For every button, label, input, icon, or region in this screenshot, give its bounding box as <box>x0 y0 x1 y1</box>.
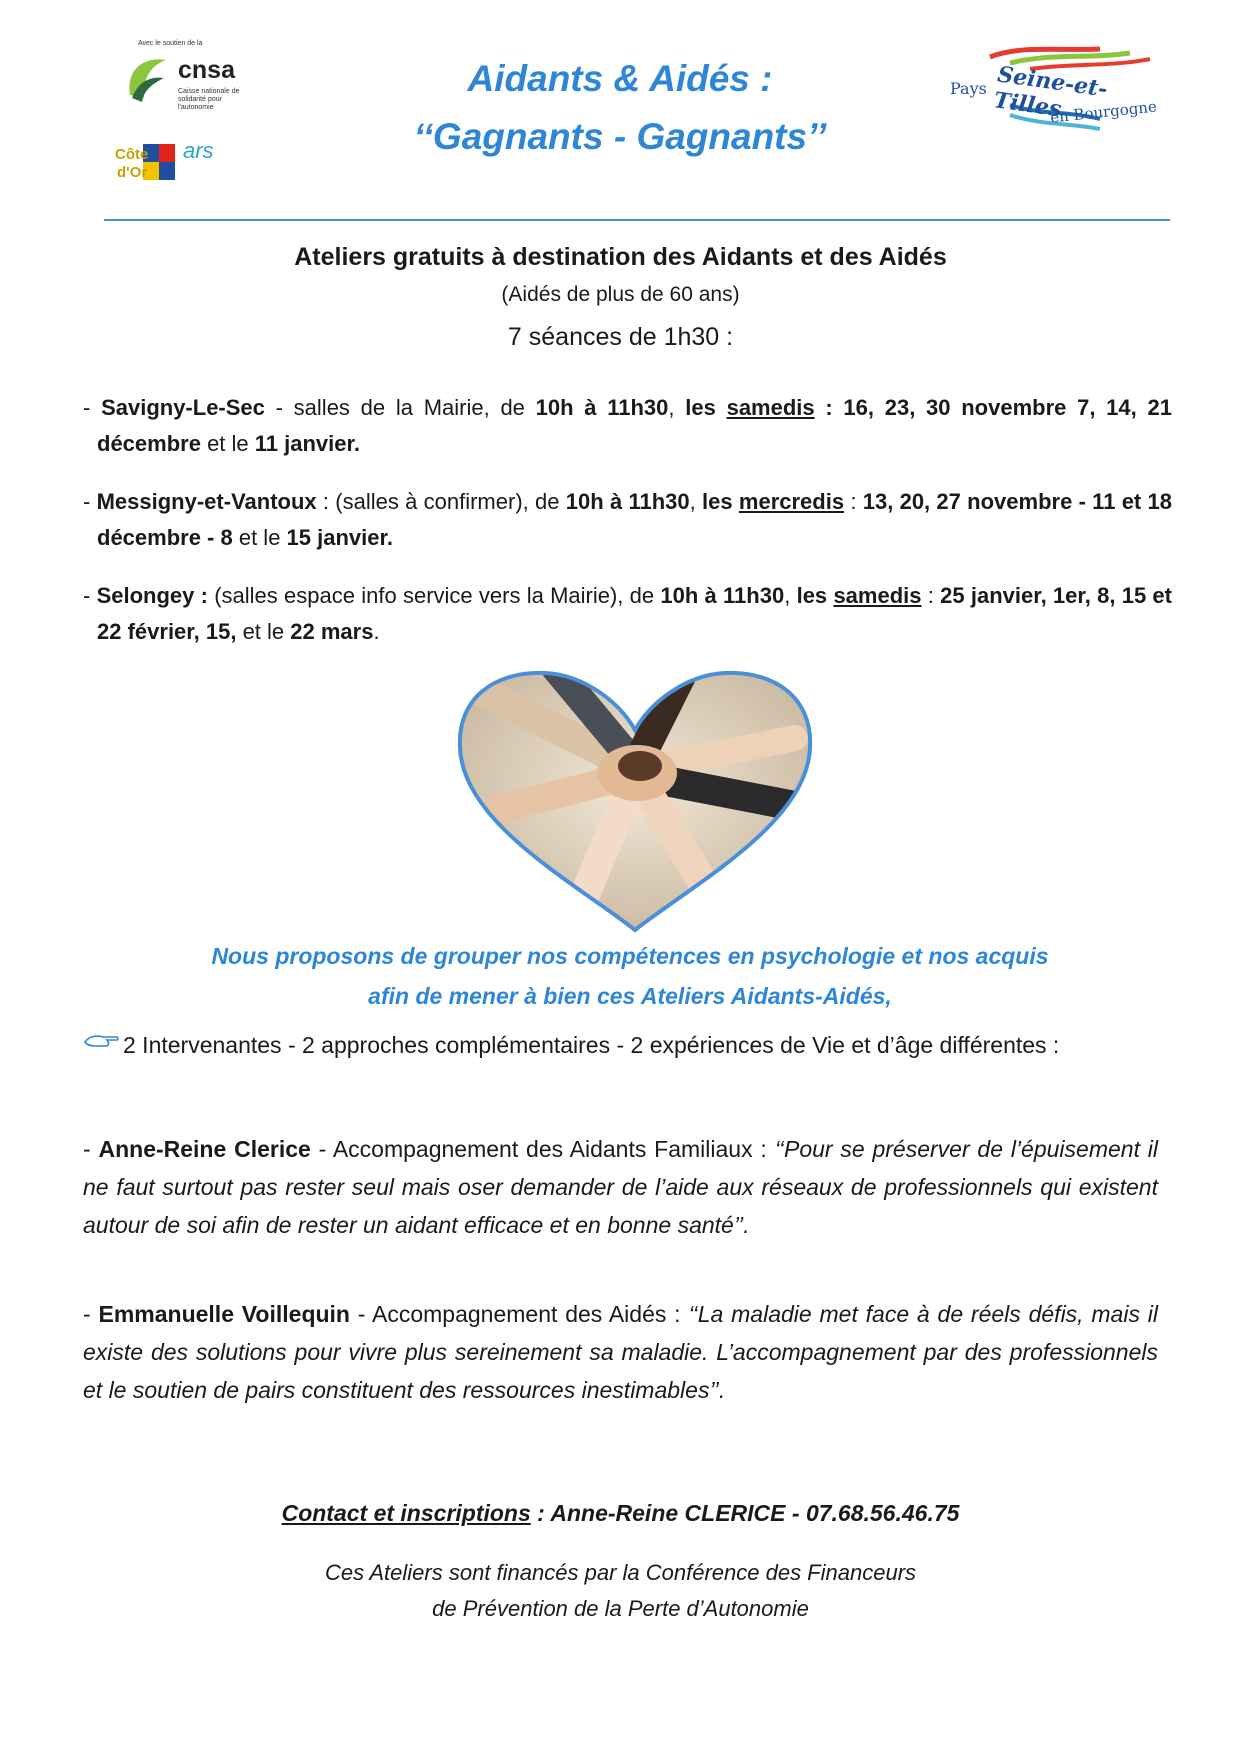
connector: et le <box>200 431 255 456</box>
intervenant-quote: ‘‘La maladie met face à de réels défis, mais il existe des solutions pour vivre plus sereinement sa maladie. L’accompagnement par des professionnels et le soutien de pairs constituent des ressources inestimables’’. <box>83 1301 1158 1403</box>
intro-sessions: 7 séances de 1h30 : <box>507 323 734 351</box>
contact-line <box>0 1500 1241 1527</box>
intervenant-name: Anne-Reine Clerice <box>98 1136 311 1162</box>
location-time: 10h à 11h30 <box>660 583 785 608</box>
intro-heading: Ateliers gratuits à destination des Aidants et des Aidés <box>294 243 947 271</box>
intervenant-anne-reine <box>83 1130 1158 1244</box>
cote-dor-text-1: Côte <box>115 146 149 163</box>
separator: : <box>844 489 863 514</box>
intro-age-note: (Aidés de plus de 60 ans) <box>501 283 740 306</box>
intervenant-role: - Accompagnement des Aidants Familiaux : <box>310 1136 775 1162</box>
location-last-date: 15 janvier. <box>286 525 393 550</box>
intervenants-line <box>83 1025 1158 1065</box>
cote-dor-text-2: d'Or <box>117 164 148 181</box>
contact-label: Contact et inscriptions <box>281 1500 531 1526</box>
cnsa-support-text: Avec le soutien de la <box>138 40 203 47</box>
pays-seine-et-tilles-logo <box>950 45 1165 140</box>
separator: , <box>689 489 703 514</box>
en-bourgogne-text: en Bourgogne <box>1049 97 1158 127</box>
location-day: samedis <box>726 395 815 420</box>
location-les: les <box>796 583 828 608</box>
separator: , <box>668 395 686 420</box>
location-venue: : (salles à confirmer), de <box>316 489 566 514</box>
cnsa-logo <box>118 40 248 125</box>
bullet-dash: - <box>83 1301 99 1327</box>
location-les: les <box>685 395 716 420</box>
cote-dor-ars-logos <box>115 138 245 188</box>
location-name: Messigny-et-Vantoux <box>96 489 317 514</box>
ars-logo-text: ars <box>183 138 214 163</box>
proposal-line-2: afin de mener à bien ces Ateliers Aidants-Aidés, <box>368 983 892 1009</box>
page-title-line-2: ‘‘Gagnants - Gagnants’’ <box>413 116 827 157</box>
location-savigny <box>83 390 1172 462</box>
connector: et le <box>236 619 291 644</box>
page-title-line-1: Aidants & Aidés : <box>467 58 773 99</box>
location-last-date: 11 janvier. <box>254 431 360 456</box>
cnsa-name: cnsa <box>178 56 235 84</box>
bullet-dash: - <box>83 583 97 608</box>
intervenant-role: - Accompagnement des Aidés : <box>349 1301 689 1327</box>
location-time: 10h à 11h30 <box>535 395 669 420</box>
location-dates: 25 janvier, 1er, 8, 15 et 22 février, 15, <box>97 583 1172 644</box>
intervenant-quote: ‘‘Pour se préserver de l’épuisement il ne faut surtout pas rester seul mais oser demander de l’aide aux réseaux de professionnels qui existent autour de soi afin de rester un aidant efficace et en bonne santé’’. <box>83 1136 1158 1238</box>
space <box>716 395 727 420</box>
heart-hands-image <box>455 668 815 933</box>
location-les: les <box>702 489 733 514</box>
intervenants-text: 2 Intervenantes - 2 approches complémentaires - 2 expériences de Vie et d’âge différentes : <box>123 1032 1060 1058</box>
location-last-date: 22 mars <box>290 619 374 644</box>
location-venue: (salles espace info service vers la Mairie), de <box>207 583 661 608</box>
bullet-dash: - <box>83 489 97 514</box>
location-name: Selongey : <box>96 583 208 608</box>
separator: , <box>784 583 797 608</box>
funding-line-1: Ces Ateliers sont financés par la Conférence des Financeurs <box>324 1560 917 1585</box>
bullet-dash: - <box>83 1136 99 1162</box>
location-selongey <box>83 578 1172 650</box>
location-day: samedis <box>833 583 922 608</box>
bullet-dash: - <box>83 395 102 420</box>
seine-et-tilles-text: Seine-et-Tilles <box>992 61 1110 123</box>
intervenant-emmanuelle <box>83 1295 1158 1409</box>
funding-line-2: de Prévention de la Perte d’Autonomie <box>432 1596 809 1621</box>
pointing-hand-icon <box>83 1033 119 1051</box>
separator: : <box>921 583 941 608</box>
pays-text: Pays <box>950 79 987 98</box>
location-dates: 13, 20, 27 novembre - 11 et 18 décembre - 8 <box>97 489 1172 550</box>
connector: et le <box>232 525 287 550</box>
period: . <box>373 619 380 644</box>
location-name: Savigny-Le-Sec <box>101 395 265 420</box>
cnsa-full-name: Caisse nationale de solidarité pour l'autonomie <box>178 88 240 111</box>
header-divider <box>104 219 1170 221</box>
location-dates: : 16, 23, 30 novembre 7, 14, 21 décembre <box>97 395 1172 456</box>
location-day: mercredis <box>738 489 845 514</box>
location-messigny <box>83 484 1172 556</box>
contact-details: : Anne-Reine CLERICE - 07.68.56.46.75 <box>530 1500 960 1526</box>
location-time: 10h à 11h30 <box>565 489 690 514</box>
intervenant-name: Emmanuelle Voillequin <box>98 1301 350 1327</box>
location-venue: - salles de la Mairie, de <box>264 395 536 420</box>
proposal-line-1: Nous proposons de grouper nos compétences en psychologie et nos acquis <box>211 943 1049 969</box>
